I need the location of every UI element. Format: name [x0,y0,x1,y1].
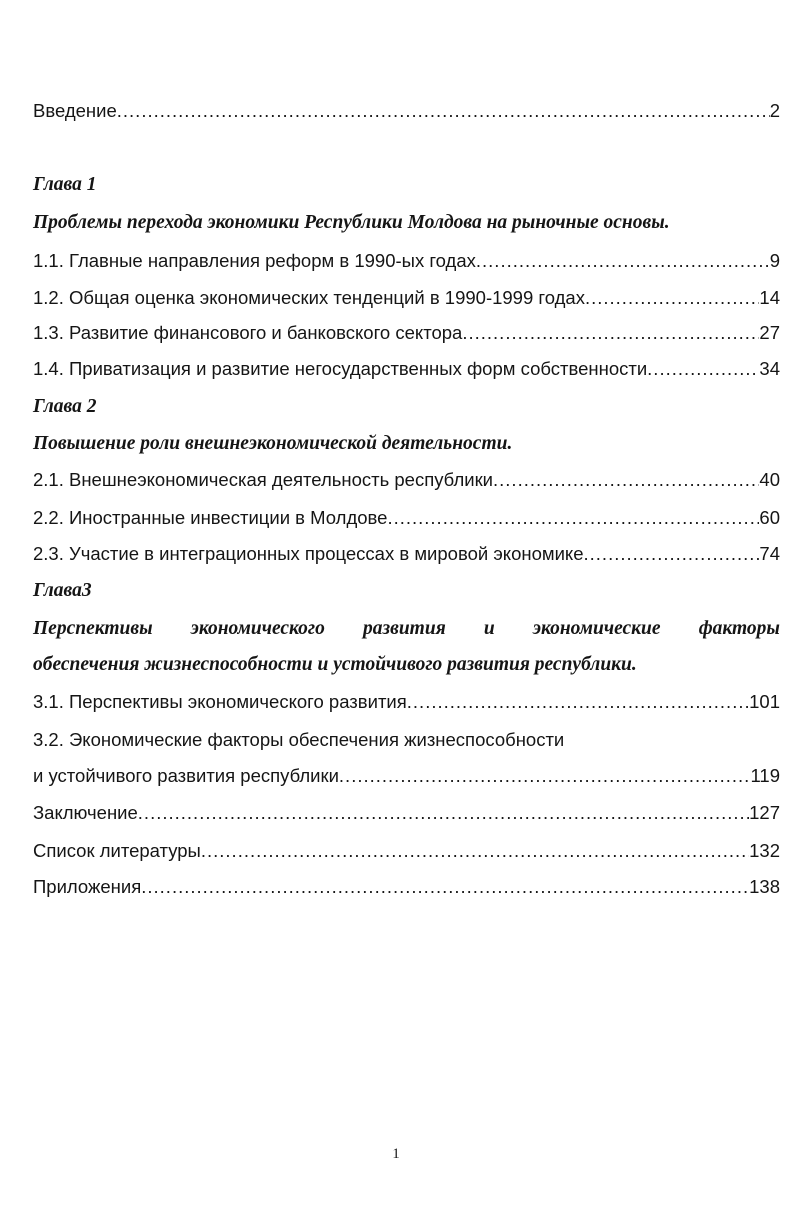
title-word: экономические [532,618,661,639]
dot-leader [138,801,749,825]
chapter-3-title-line-1 [33,616,780,642]
chapter-2-title: Повышение роли внешнеэкономической деятельности. [33,433,513,454]
title-word: и [483,618,495,639]
dot-leader [407,690,749,714]
dot-leader [462,321,759,345]
dot-leader [493,468,759,492]
toc-entry-1-3 [33,321,780,345]
toc-entry-page: 74 [759,543,780,564]
toc-entry-page: 34 [759,358,780,379]
dot-leader [141,875,749,899]
toc-entry-page: 101 [749,691,780,712]
toc-entry-page: 2 [769,100,780,121]
chapter-3-heading: Глава3 [33,580,92,601]
toc-entry-page: 27 [759,322,780,343]
toc-entry-label: Приложения [33,876,142,897]
dot-leader [387,506,759,530]
toc-entry-label: 1.1. Главные направления реформ в 1990-ых годах [33,250,476,271]
toc-entry-label: 3.2. Экономические факторы обеспечения жизнеспособности [33,729,565,750]
toc-entry-2-2 [33,506,780,530]
toc-entry-3-1 [33,690,780,714]
toc-entry-label: 1.2. Общая оценка экономических тенденций в 1990-1999 годах [33,287,585,308]
toc-entry-3-2-line-2 [33,764,780,788]
chapter-3-title-line-2: обеспечения жизнеспособности и устойчивого развития республики. [33,654,637,675]
toc-entry-label: 2.3. Участие в интеграционных процессах в мировой экономике [33,543,584,564]
toc-entry-page: 60 [759,507,780,528]
toc-entry-2-1 [33,468,780,492]
toc-entry-label: Заключение [33,802,138,823]
toc-entry-page: 119 [750,765,780,786]
toc-entry-page: 14 [759,287,780,308]
chapter-1-heading: Глава 1 [33,174,97,195]
toc-entry-page: 9 [769,250,780,271]
dot-leader [339,764,751,788]
chapter-2-heading: Глава 2 [33,396,97,417]
toc-entry-1-2 [33,286,780,310]
title-word: экономического [190,618,325,639]
toc-entry-label: 3.1. Перспективы экономического развития [33,691,407,712]
toc-entry-conclusion [33,801,780,825]
dot-leader [584,542,760,566]
page-number: 1 [392,1146,400,1162]
toc-entry-label: 2.2. Иностранные инвестиции в Молдове [33,507,388,528]
toc-entry-appendices [33,875,780,899]
dot-leader [585,286,759,310]
toc-entry-label: Введение [33,100,117,121]
toc-entry-page: 138 [749,876,780,897]
dot-leader [117,99,770,123]
toc-entry-label: 1.3. Развитие финансового и банковского сектора [33,322,463,343]
dot-leader [647,357,759,381]
toc-entry-page: 132 [749,840,780,861]
dot-leader [201,839,749,863]
toc-entry-1-4 [33,357,780,381]
toc-entry-1-1 [33,249,780,273]
toc-entry-2-3 [33,542,780,566]
title-word: Перспективы [33,618,153,639]
toc-entry-label: Список литературы [33,840,201,861]
toc-entry-bibliography [33,839,780,863]
toc-entry-page: 40 [759,469,780,490]
toc-entry-page: 127 [749,802,780,823]
toc-entry-intro [33,99,780,123]
chapter-1-title: Проблемы перехода экономики Республики Молдова на рыночные основы. [33,212,670,233]
toc-entry-label: 2.1. Внешнеэкономическая деятельность республики [33,469,494,490]
toc-entry-3-2-line-1 [33,728,780,752]
title-word: развития [363,618,446,639]
dot-leader [476,249,770,273]
toc-entry-label: 1.4. Приватизация и развитие негосударственных форм собственности [33,358,648,379]
title-word: факторы [698,618,780,639]
toc-entry-label: и устойчивого развития республики [33,765,339,786]
